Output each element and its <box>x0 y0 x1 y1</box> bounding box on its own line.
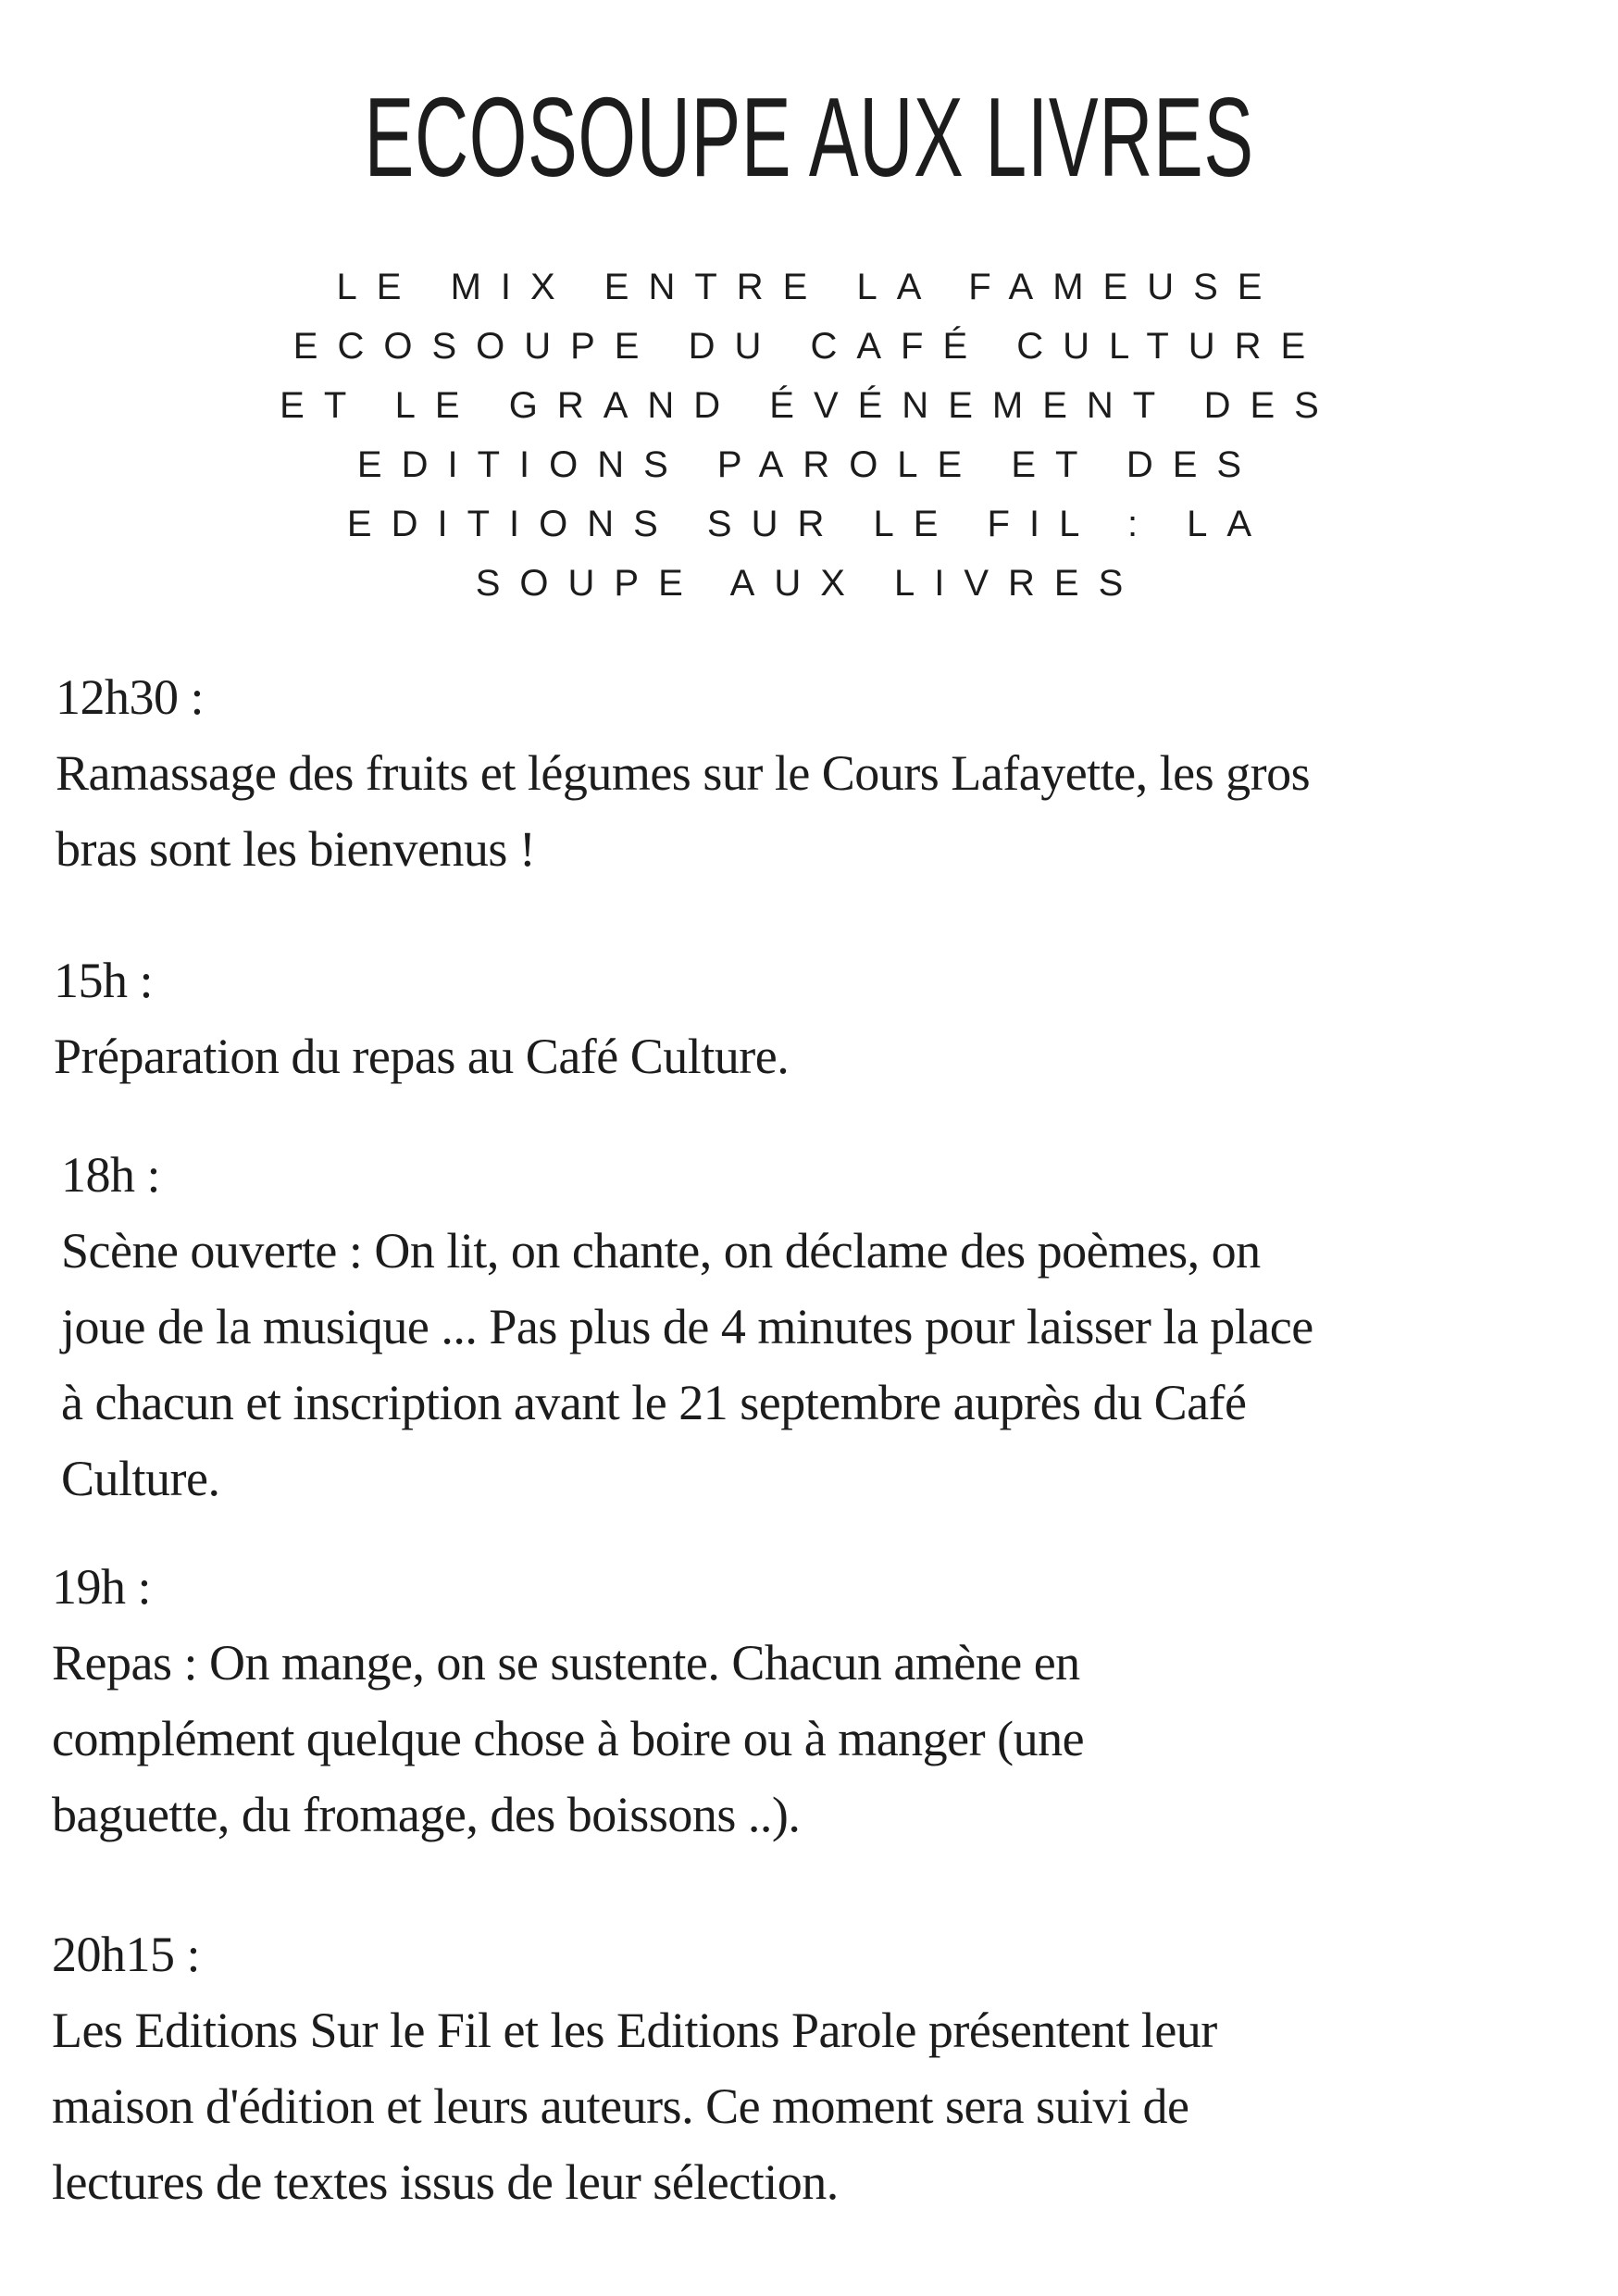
subtitle-line: LE MIX ENTRE LA FAMEUSE <box>336 267 1282 307</box>
schedule-description-line: joue de la musique ... Pas plus de 4 minutes pour laisser la place <box>61 1299 1313 1354</box>
subtitle-line: ECOSOUPE DU CAFÉ CULTURE <box>292 326 1326 367</box>
schedule-description-line: baguette, du fromage, des boissons ..). <box>52 1787 801 1842</box>
schedule-entry-19h <box>52 1549 1084 1853</box>
schedule-time: 20h15 : <box>52 1927 201 1982</box>
schedule-time: 18h : <box>61 1147 161 1203</box>
schedule-description-line: bras sont les bienvenus ! <box>56 821 536 877</box>
schedule-description-line: Culture. <box>61 1451 220 1506</box>
schedule-entry-18h <box>61 1137 1313 1516</box>
schedule-time: 15h : <box>54 953 154 1008</box>
schedule-description-line: maison d'édition et leurs auteurs. Ce moment sera suivi de <box>52 2078 1189 2134</box>
subtitle-line: ET LE GRAND ÉVÉNEMENT DES <box>280 385 1338 426</box>
schedule-description-line: Les Editions Sur le Fil et les Editions Parole présentent leur <box>52 2003 1217 2058</box>
subtitle <box>231 257 1387 613</box>
page-title: ECOSOUPE AUX LIVRES <box>364 74 1254 200</box>
schedule-time: 19h : <box>52 1559 152 1615</box>
schedule-description-line: complément quelque chose à boire ou à manger (une <box>52 1711 1085 1766</box>
schedule-description-line: lectures de textes issus de leur sélection. <box>52 2154 839 2210</box>
subtitle-line: EDITIONS SUR LE FIL : LA <box>346 504 1272 544</box>
schedule-description-line: Repas : On mange, on se sustente. Chacun amène en <box>52 1635 1080 1691</box>
schedule-entry-2015 <box>52 1916 1217 2220</box>
schedule-description-line: Scène ouverte : On lit, on chante, on déclame des poèmes, on <box>61 1223 1261 1279</box>
schedule-entry-15h <box>54 942 789 1094</box>
schedule-description-line: à chacun et inscription avant le 21 septembre auprès du Café <box>61 1375 1247 1430</box>
subtitle-line: EDITIONS PAROLE ET DES <box>356 444 1262 485</box>
subtitle-line: SOUPE AUX LIVRES <box>475 563 1143 604</box>
schedule-description-line: Ramassage des fruits et légumes sur le Cours Lafayette, les gros <box>56 745 1311 801</box>
schedule-time: 12h30 : <box>56 669 205 725</box>
schedule-description-line: Préparation du repas au Café Culture. <box>54 1029 790 1084</box>
schedule-entry-1230 <box>56 659 1310 887</box>
